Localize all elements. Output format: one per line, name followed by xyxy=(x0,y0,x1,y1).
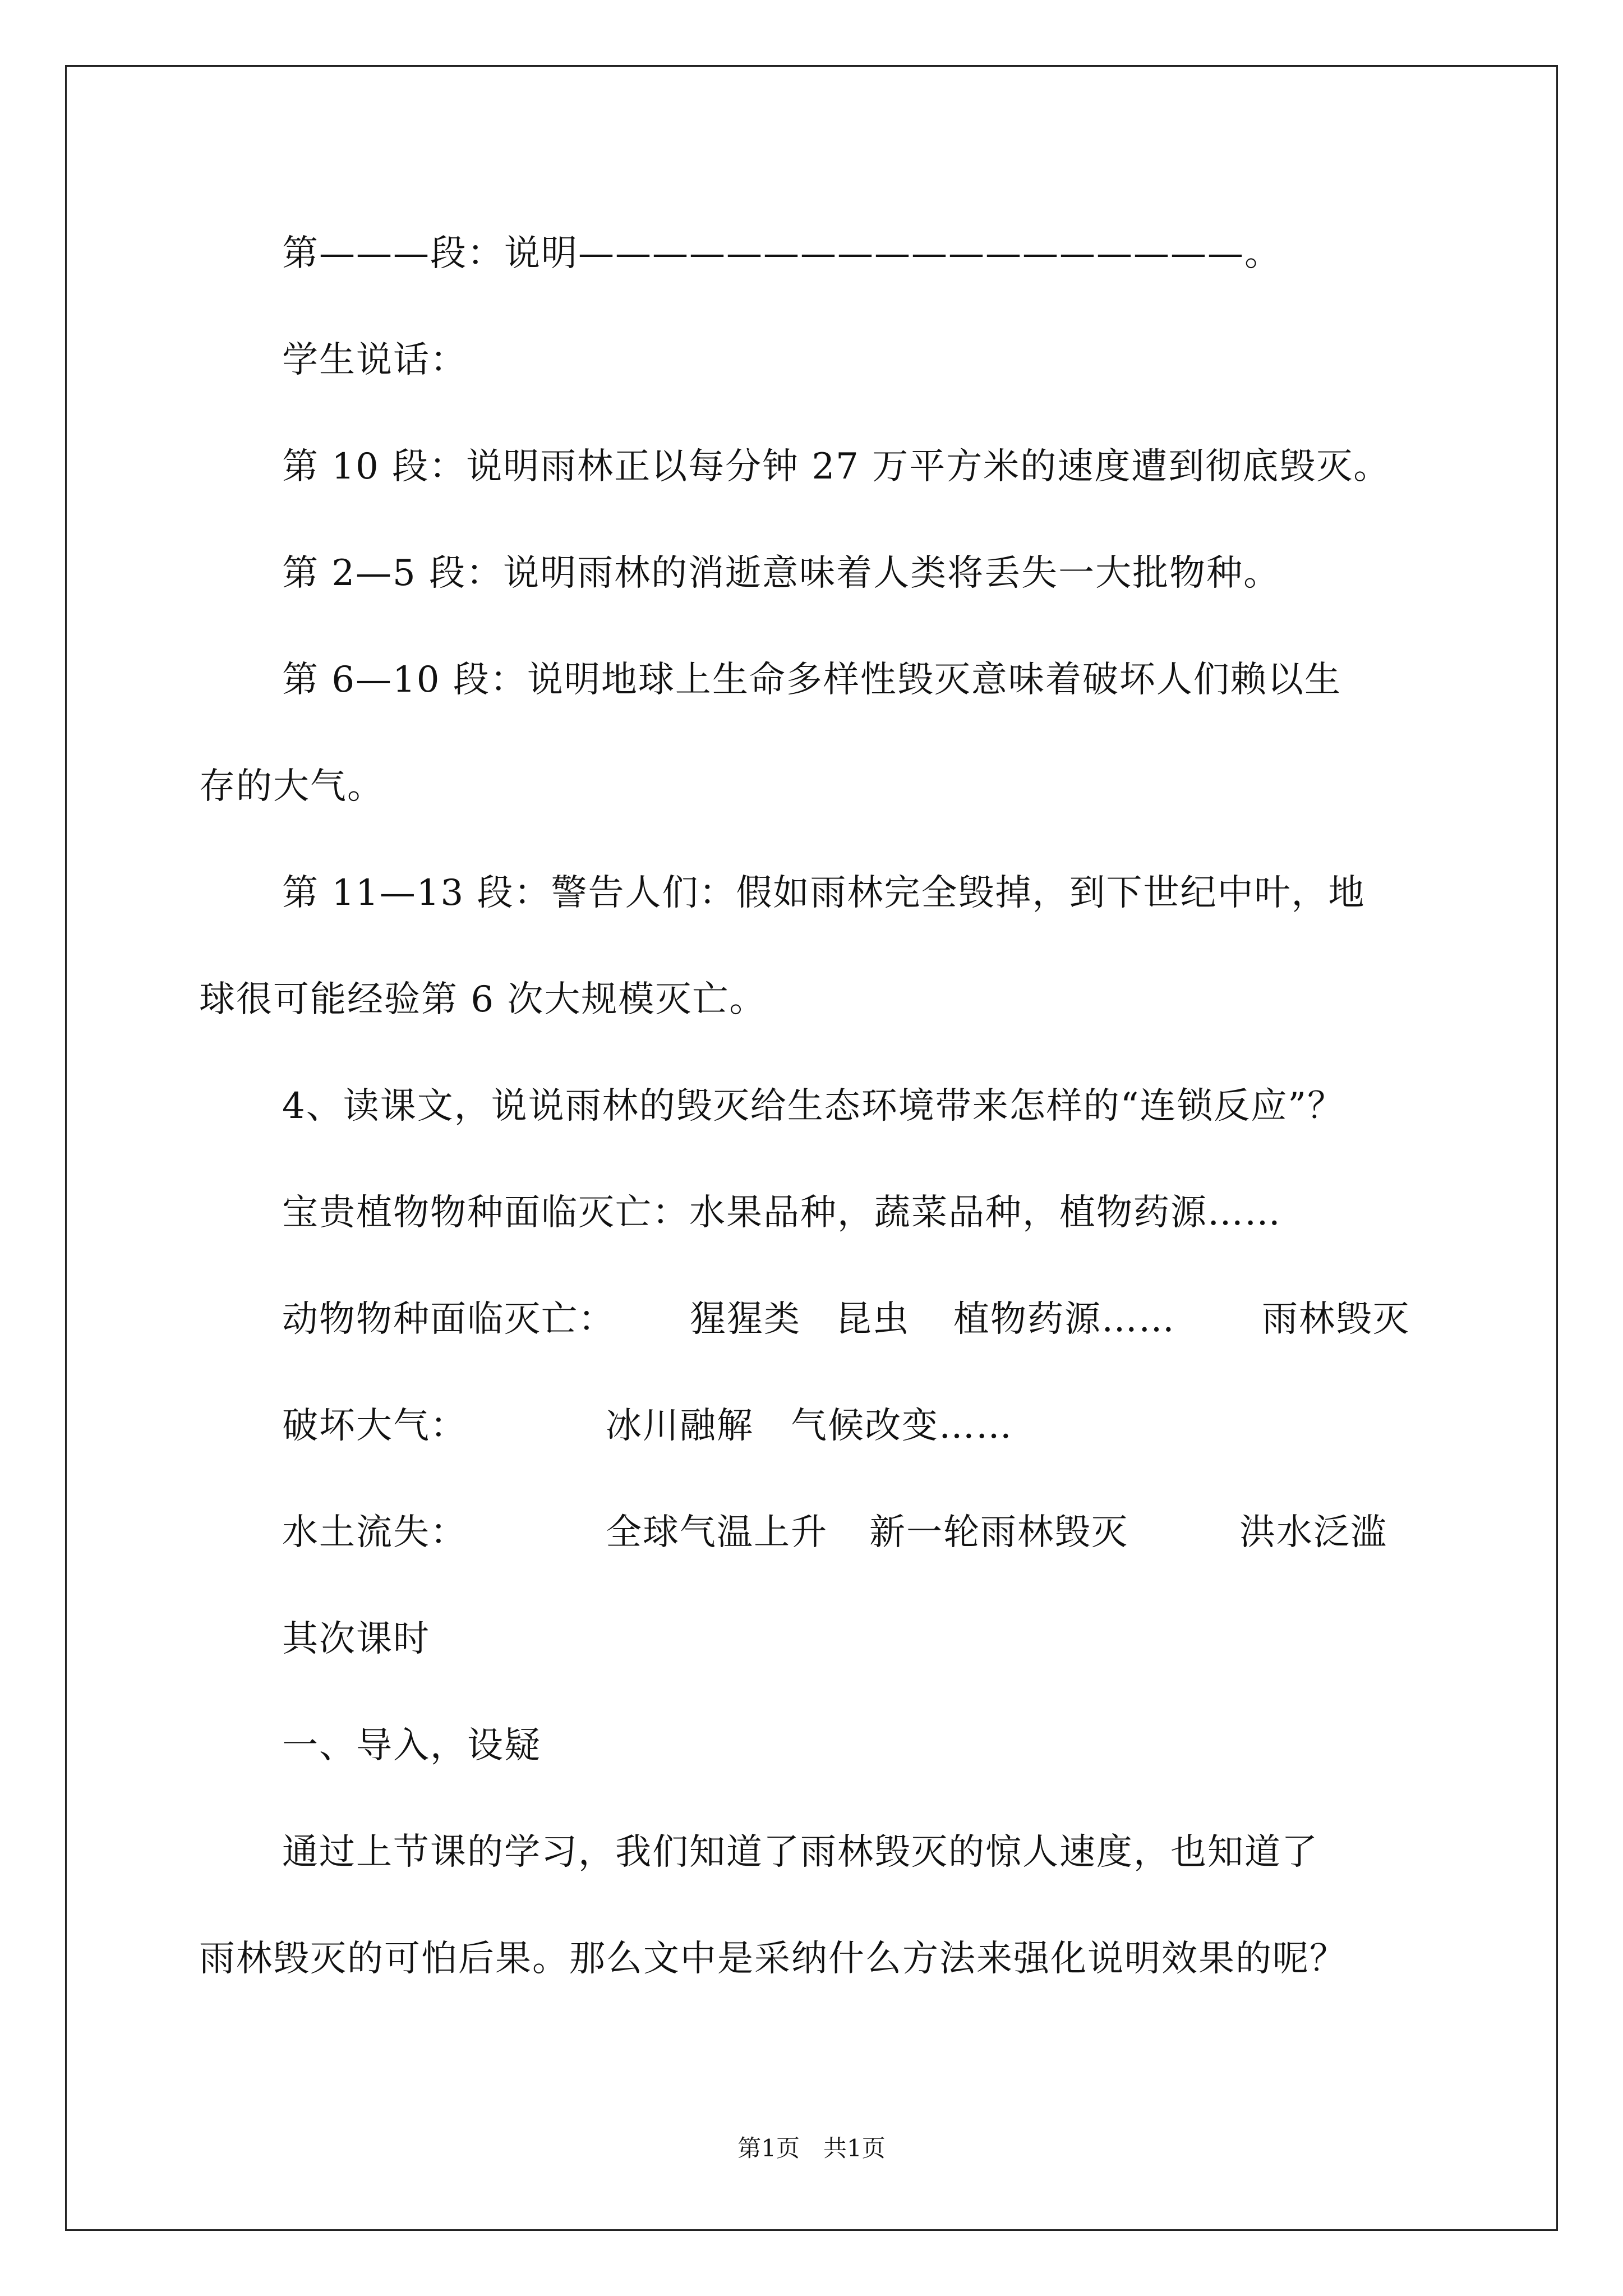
paragraph-line: 第———段：说明——————————————————。 xyxy=(282,233,1281,274)
chain-row-animals xyxy=(282,1294,1516,1345)
paragraph-line: 学生说话： xyxy=(282,339,467,381)
paragraph-line: 第 2—5 段：说明雨林的消逝意味着人类将丢失一大批物种。 xyxy=(282,553,1281,594)
chain-item: 气候改变…… xyxy=(791,1405,1013,1447)
chain-item: 冰川融解 xyxy=(606,1405,754,1447)
paragraph-line: 第 11—13 段：警告人们：假如雨林完全毁掉，到下世纪中叶，地 xyxy=(282,872,1366,914)
paragraph-line: 存的大气。 xyxy=(199,766,384,807)
section-heading: 其次课时 xyxy=(282,1618,430,1660)
paragraph-line: 宝贵植物物种面临灭亡：水果品种，蔬菜品种，植物药源…… xyxy=(282,1192,1281,1234)
paragraph-line: 4、读课文，说说雨林的毁灭给生态环境带来怎样的“连锁反应”？ xyxy=(282,1085,1345,1127)
chain-row-soil xyxy=(282,1507,1516,1558)
paragraph-line: 雨林毁灭的可怕后果。那么文中是采纳什么方法来强化说明效果的呢？ xyxy=(199,1938,1347,1980)
chain-item: 植物药源…… xyxy=(953,1299,1175,1340)
chain-label: 破坏大气： xyxy=(282,1405,467,1447)
page-border xyxy=(65,65,1558,2231)
chain-label: 水土流失： xyxy=(282,1512,467,1553)
chain-label: 动物物种面临灭亡： xyxy=(282,1299,615,1340)
page-footer: 第1页 共1页 xyxy=(737,2134,886,2162)
chain-row-atmosphere xyxy=(282,1401,1516,1451)
chain-item: 新一轮雨林毁灭 xyxy=(869,1512,1128,1553)
chain-item: 雨林毁灭 xyxy=(1262,1299,1410,1340)
paragraph-line: 第 10 段：说明雨林正以每分钟 27 万平方米的速度遭到彻底毁灭。 xyxy=(282,446,1391,487)
paragraph-line: 球很可能经验第 6 次大规模灭亡。 xyxy=(199,979,767,1020)
chain-item: 猩猩类 xyxy=(690,1299,801,1340)
section-heading: 一、导入，设疑 xyxy=(282,1725,541,1766)
paragraph-line: 第 6—10 段：说明地球上生命多样性毁灭意味着破坏人们赖以生 xyxy=(282,659,1341,701)
paragraph-line: 通过上节课的学习，我们知道了雨林毁灭的惊人速度，也知道了 xyxy=(282,1832,1318,1873)
chain-item: 洪水泛滥 xyxy=(1239,1512,1387,1553)
chain-item: 全球气温上升 xyxy=(606,1512,828,1553)
chain-item: 昆虫 xyxy=(836,1299,910,1340)
